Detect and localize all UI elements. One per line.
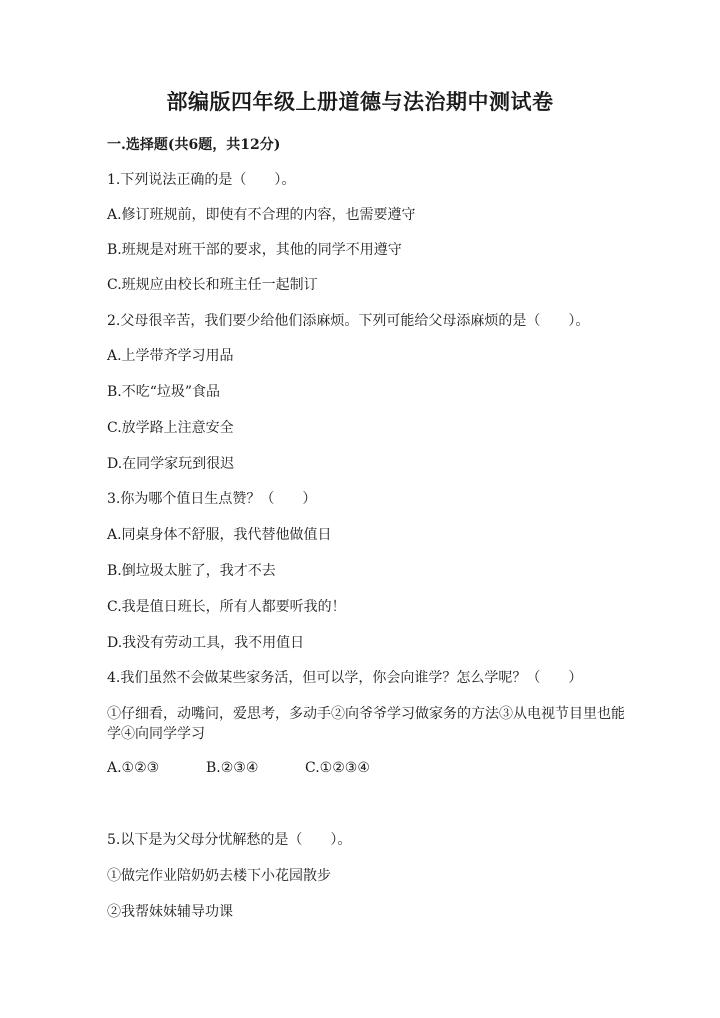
question-1-option-a: A.修订班规前，即使有不合理的内容，也需要遵守: [107, 207, 416, 223]
question-4-option-b: B.②③④: [206, 760, 259, 776]
question-3-option-d: D.我没有劳动工具，我不用值日: [107, 635, 305, 651]
section-heading: 一.选择题(共6题，共12分): [107, 137, 281, 153]
question-2-stem: 2.父母很辛苦，我们要少给他们添麻烦。下列可能给父母添麻烦的是（ ）。: [107, 313, 590, 329]
question-2-option-a: A.上学带齐学习用品: [107, 348, 234, 364]
question-1-stem: 1.下列说法正确的是（ ）。: [107, 172, 296, 188]
question-2-option-b: B.不吃“垃圾”食品: [107, 384, 221, 400]
question-5-option-1: ①做完作业陪奶奶去楼下小花园散步: [107, 868, 331, 884]
question-5-stem: 5.以下是为父母分忧解愁的是（ ）。: [107, 832, 352, 848]
question-4-stem: 4.我们虽然不会做某些家务活，但可以学，你会向谁学？怎么学呢？（ ）: [107, 670, 583, 686]
question-3-option-a: A.同桌身体不舒服，我代替他做值日: [107, 527, 332, 543]
question-5-option-2: ②我帮妹妹辅导功课: [107, 904, 233, 920]
question-4-option-c: C.①②③④: [305, 760, 370, 776]
page-title: 部编版四年级上册道德与法治期中测试卷: [166, 89, 554, 114]
question-2-option-d: D.在同学家玩到很迟: [107, 456, 235, 472]
question-1-option-b: B.班规是对班干部的要求，其他的同学不用遵守: [107, 242, 402, 258]
question-1-option-c: C.班规应由校长和班主任一起制订: [107, 277, 318, 293]
question-4-options: [107, 758, 370, 778]
question-3-option-b: B.倒垃圾太脏了，我才不去: [107, 563, 276, 579]
question-4-detail: ①仔细看，动嘴问，爱思考，多动手②向爷爷学习做家务的方法③从电视节目里也能学④向同学学习: [107, 706, 625, 742]
question-2-option-c: C.放学路上注意安全: [107, 420, 234, 436]
question-4-option-a: A.①②③: [107, 760, 160, 776]
question-3-option-c: C.我是值日班长，所有人都要听我的！: [107, 599, 346, 615]
question-3-stem: 3.你为哪个值日生点赞？（ ）: [107, 491, 317, 507]
